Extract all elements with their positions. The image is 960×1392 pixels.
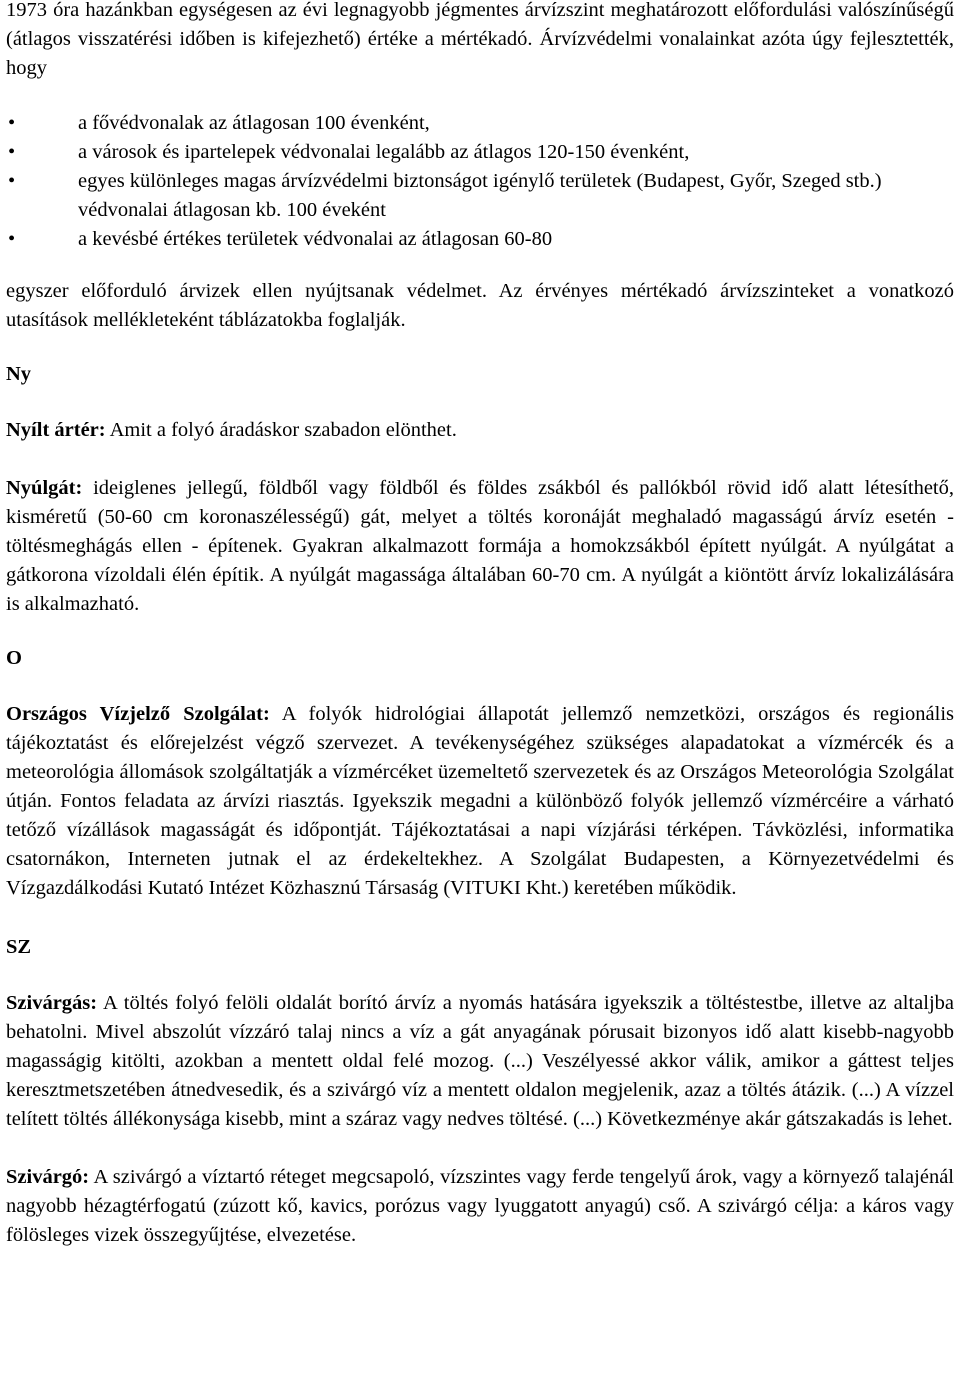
section-letter-ny: Ny <box>6 363 32 385</box>
intro-paragraph: 1973 óra hazánkban egységesen az évi legnagyobb jégmentes árvízszint meghatározott előfordulási valószínűségű (átlagos visszatérési időben is kifejezhető) értéke a mértékadó. Árvízvédelmi vonalainkat azóta úgy fejlesztették, hogy <box>6 0 954 79</box>
list-item <box>6 138 954 167</box>
glossary-entry-szivargo <box>6 1163 954 1250</box>
bullet-icon: • <box>8 112 16 134</box>
glossary-definition: A szivárgó a víztartó réteget megcsapoló, vízszintes vagy ferde tengelyű árok, vagy a környező talajénál nagyobb hézagtérfogatú (zúzott kő, kavics, porózus vagy lyuggatott anyagú) cső. A szivárgó célja: a káros vagy fölösleges vizek összegyűjtése, elvezetése. <box>6 1166 954 1246</box>
glossary-definition: A folyók hidrológiai állapotát jellemző nemzetközi, országos és regionális tájékoztatást és előrejelzést végző szervezet. A tevékenységéhez szükséges alapadatokat a vízmércék és a meteorológia állomások szolgáltatják a vízmércéket üzemeltető szervezetek és az Országos Meteorológia Szolgálat útján. Fontos feladata az árvízi riasztás. Igyekszik megadni a különböző folyók jellemző vízmércéire a várható tetőző vízállások magasságát és időpontját. Tájékoztatásai a napi vízjárási térképen. Távközlési, informatika csatornákon, Interneten jutnak el az érdekeltekhez. A Szolgálat Budapesten, a Környezetvédelmi és Vízgazdálkodási Kutató Intézet Közhasznú Társaság (VITUKI Kht.) keretében működik. <box>6 703 955 899</box>
glossary-definition: ideiglenes jellegű, földből vagy földből és földes zsákból és pallókból rövid idő alatt létesíthető, kisméretű (50-60 cm koronaszélességű) gát, melyet a töltés koronáját meghaladó magasságú árvíz esetén - töltésmeghágás ellen - építenek. Gyakran alkalmazott formája a homokzsákból épített nyúlgát. A nyúlgátat a gátkorona vízoldali élén építik. A nyúlgát magassága általában 60-70 cm. A nyúlgát a kiöntött árvíz lokalizálására is alkalmazható. <box>6 477 954 615</box>
list-item-text: a városok és ipartelepek védvonalai legalább az átlagos 120-150 évenként, <box>78 141 690 163</box>
list-item <box>6 167 954 225</box>
list-item <box>6 225 954 254</box>
glossary-entry-orszagos-vizjelzo <box>6 700 954 903</box>
section-letter-o: O <box>6 647 22 669</box>
list-item-text: a fővédvonalak az átlagosan 100 évenként, <box>78 112 430 134</box>
list-item <box>6 109 954 138</box>
glossary-term: Nyúlgát: <box>6 477 83 499</box>
bullet-icon: • <box>8 170 16 192</box>
list-item-text: egyes különleges magas árvízvédelmi biztonságot igénylő területek (Budapest, Győr, Szeged stb.) védvonalai átlagosan kb. 100 éveként <box>78 170 882 221</box>
glossary-entry-szivargas <box>6 989 954 1134</box>
bullet-icon: • <box>8 141 16 163</box>
list-item-text: a kevésbé értékes területek védvonalai az átlagosan 60-80 <box>78 228 553 250</box>
section-letter-sz: SZ <box>6 936 32 958</box>
glossary-definition: A töltés folyó felöli oldalát borító árvíz a nyomás hatására igyekszik a töltéstestbe, illetve az altaljba behatolni. Mivel abszolút vízzáró talaj nincs a víz a gát anyagának pórusait bizonyos idő alatt kisebb-nagyobb magasságig kitölti, azokban a mentett oldal felé mozog. (...) Veszélyessé akkor válik, amikor a gáttest teljes keresztmetszetében átnedvesedik, és a szivárgó víz a mentett oldalon megjelenik, azaz a töltés átázik. (...) A vízzel telített töltés állékonysága kisebb, mint a száraz vagy nedves töltésé. (...) Következménye akár gátszakadás is lehet. <box>6 992 954 1130</box>
glossary-term: Szivárgás: <box>6 992 98 1014</box>
glossary-term: Országos Vízjelző Szolgálat: <box>6 703 270 725</box>
bullet-icon: • <box>8 228 16 250</box>
glossary-entry-nyulgat <box>6 474 954 619</box>
document-page <box>6 0 954 1250</box>
after-bullets-paragraph: egyszer előforduló árvizek ellen nyújtsanak védelmet. Az érvényes mértékadó árvízszinteket a vonatkozó utasítások mellékleteként táblázatokba foglalják. <box>6 280 954 331</box>
glossary-entry-nyilt-arter <box>6 416 954 445</box>
bullet-list <box>6 109 954 254</box>
glossary-definition: Amit a folyó áradáskor szabadon elönthet. <box>105 419 457 441</box>
glossary-term: Szivárgó: <box>6 1166 90 1188</box>
glossary-term: Nyílt ártér: <box>6 419 106 441</box>
